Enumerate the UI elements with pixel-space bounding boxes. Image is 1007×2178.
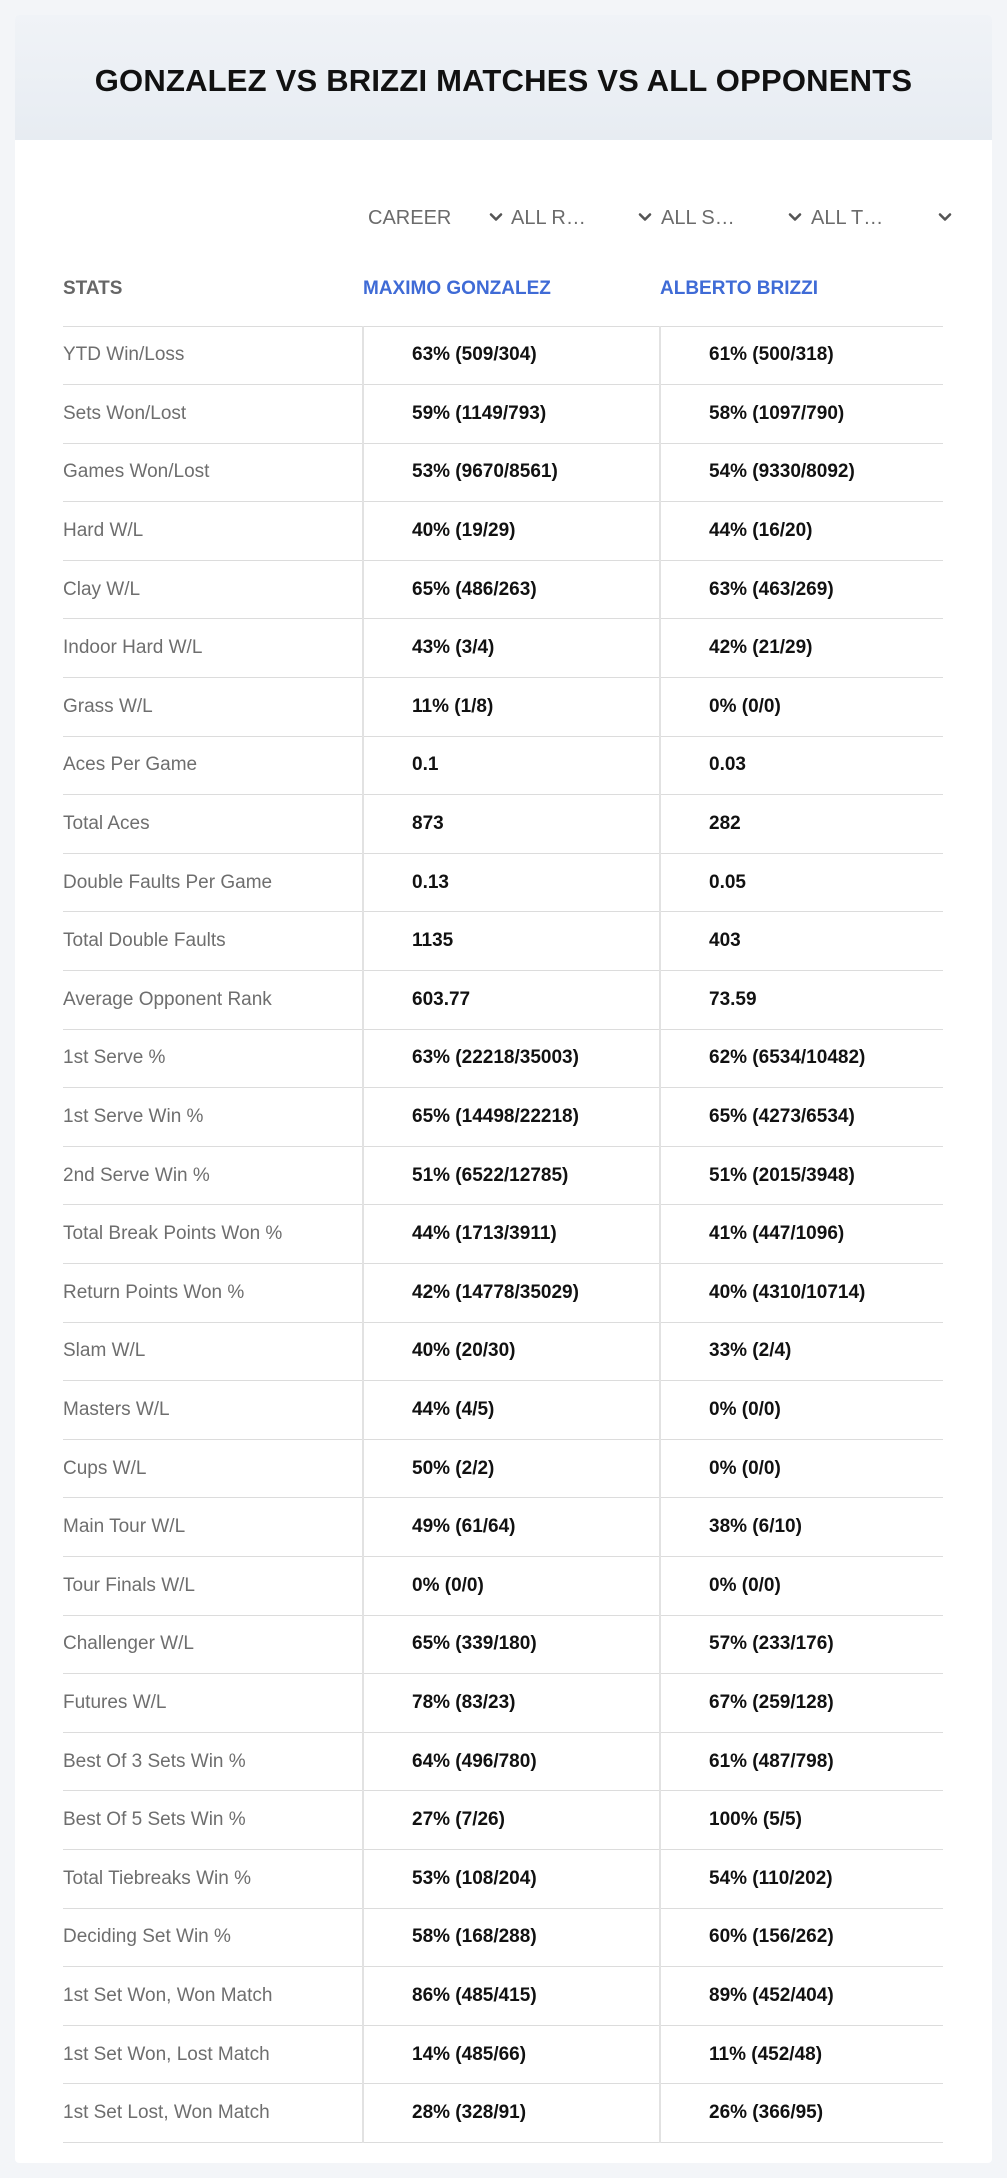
table-row xyxy=(63,1908,943,1967)
stat-label: Games Won/Lost xyxy=(63,443,363,502)
round-filter-dropdown[interactable] xyxy=(511,190,654,246)
player2-value: 65% (4273/6534) xyxy=(660,1088,943,1147)
player1-value: 53% (108/204) xyxy=(363,1849,660,1908)
player1-value: 49% (61/64) xyxy=(363,1498,660,1557)
player1-value: 27% (7/26) xyxy=(363,1791,660,1850)
filter-label: ALL T… xyxy=(811,206,884,229)
stat-label: Indoor Hard W/L xyxy=(63,619,363,678)
table-row xyxy=(63,1264,943,1323)
player2-value: 67% (259/128) xyxy=(660,1674,943,1733)
page-title: GONZALEZ VS BRIZZI MATCHES VS ALL OPPONENTS xyxy=(94,62,913,98)
player2-value: 0% (0/0) xyxy=(660,678,943,737)
player2-value: 61% (487/798) xyxy=(660,1732,943,1791)
table-row xyxy=(63,971,943,1030)
table-row xyxy=(63,1439,943,1498)
table-row xyxy=(63,1381,943,1440)
stat-label: Grass W/L xyxy=(63,678,363,737)
stat-label: Aces Per Game xyxy=(63,736,363,795)
player1-value: 44% (4/5) xyxy=(363,1381,660,1440)
player1-value: 86% (485/415) xyxy=(363,1967,660,2026)
stats-card xyxy=(15,15,992,2163)
filter-bar xyxy=(15,190,992,246)
table-row xyxy=(63,326,943,385)
player2-value: 61% (500/318) xyxy=(660,326,943,385)
player1-value: 63% (22218/35003) xyxy=(363,1029,660,1088)
chevron-down-icon xyxy=(636,208,654,226)
player1-value: 603.77 xyxy=(363,971,660,1030)
stat-label: Futures W/L xyxy=(63,1674,363,1733)
table-row xyxy=(63,1029,943,1088)
chevron-down-icon xyxy=(936,208,954,226)
career-filter-dropdown[interactable] xyxy=(368,190,505,246)
filter-label: ALL R… xyxy=(511,206,586,229)
player2-value: 38% (6/10) xyxy=(660,1498,943,1557)
player2-value: 40% (4310/10714) xyxy=(660,1264,943,1323)
table-row xyxy=(63,912,943,971)
table-row xyxy=(63,736,943,795)
player1-value: 51% (6522/12785) xyxy=(363,1146,660,1205)
table-row xyxy=(63,1674,943,1733)
player1-value: 42% (14778/35029) xyxy=(363,1264,660,1323)
player1-value: 65% (486/263) xyxy=(363,560,660,619)
table-row xyxy=(63,2084,943,2143)
player1-value: 28% (328/91) xyxy=(363,2084,660,2143)
stat-label: Total Aces xyxy=(63,795,363,854)
player1-value: 65% (339/180) xyxy=(363,1615,660,1674)
table-row xyxy=(63,1967,943,2026)
player1-value: 53% (9670/8561) xyxy=(363,443,660,502)
player1-value: 0.13 xyxy=(363,853,660,912)
player2-value: 54% (110/202) xyxy=(660,1849,943,1908)
player2-value: 403 xyxy=(660,912,943,971)
player2-value: 57% (233/176) xyxy=(660,1615,943,1674)
table-header-row xyxy=(63,253,943,326)
stats-column-header: STATS xyxy=(63,253,363,326)
player2-value: 0% (0/0) xyxy=(660,1381,943,1440)
player1-value: 64% (496/780) xyxy=(363,1732,660,1791)
filter-label: CAREER xyxy=(368,206,452,229)
player1-value: 43% (3/4) xyxy=(363,619,660,678)
stat-label: Return Points Won % xyxy=(63,1264,363,1323)
player1-value: 65% (14498/22218) xyxy=(363,1088,660,1147)
stat-label: Sets Won/Lost xyxy=(63,385,363,444)
player1-value: 40% (20/30) xyxy=(363,1322,660,1381)
table-row xyxy=(63,443,943,502)
player2-value: 0% (0/0) xyxy=(660,1556,943,1615)
player2-value: 33% (2/4) xyxy=(660,1322,943,1381)
chevron-down-icon xyxy=(786,208,804,226)
player2-value: 44% (16/20) xyxy=(660,502,943,561)
table-row xyxy=(63,1849,943,1908)
player1-value: 40% (19/29) xyxy=(363,502,660,561)
player2-value: 42% (21/29) xyxy=(660,619,943,678)
player1-value: 44% (1713/3911) xyxy=(363,1205,660,1264)
player1-value: 873 xyxy=(363,795,660,854)
stat-label: Best Of 3 Sets Win % xyxy=(63,1732,363,1791)
table-row xyxy=(63,1732,943,1791)
player2-value: 51% (2015/3948) xyxy=(660,1146,943,1205)
stat-label: 1st Set Lost, Won Match xyxy=(63,2084,363,2143)
stat-label: 1st Set Won, Lost Match xyxy=(63,2025,363,2084)
player2-value: 100% (5/5) xyxy=(660,1791,943,1850)
chevron-down-icon xyxy=(487,208,505,226)
player2-value: 282 xyxy=(660,795,943,854)
table-row xyxy=(63,1322,943,1381)
player2-value: 26% (366/95) xyxy=(660,2084,943,2143)
page-header xyxy=(15,15,992,140)
player2-value: 58% (1097/790) xyxy=(660,385,943,444)
stat-label: Hard W/L xyxy=(63,502,363,561)
player2-link[interactable]: ALBERTO BRIZZI xyxy=(660,253,943,326)
table-row xyxy=(63,385,943,444)
stat-label: Best Of 5 Sets Win % xyxy=(63,1791,363,1850)
player1-value: 0.1 xyxy=(363,736,660,795)
player2-value: 11% (452/48) xyxy=(660,2025,943,2084)
player2-value: 0.05 xyxy=(660,853,943,912)
table-row xyxy=(63,853,943,912)
stat-label: 1st Serve Win % xyxy=(63,1088,363,1147)
player1-value: 78% (83/23) xyxy=(363,1674,660,1733)
table-row xyxy=(63,1205,943,1264)
player2-value: 0% (0/0) xyxy=(660,1439,943,1498)
table-row xyxy=(63,560,943,619)
stat-label: Clay W/L xyxy=(63,560,363,619)
player2-value: 63% (463/269) xyxy=(660,560,943,619)
filter-label: ALL S… xyxy=(661,206,735,229)
player2-value: 62% (6534/10482) xyxy=(660,1029,943,1088)
player2-value: 41% (447/1096) xyxy=(660,1205,943,1264)
stat-label: Total Tiebreaks Win % xyxy=(63,1849,363,1908)
player2-value: 73.59 xyxy=(660,971,943,1030)
surface-filter-dropdown[interactable] xyxy=(661,190,804,246)
player1-value: 59% (1149/793) xyxy=(363,385,660,444)
stat-label: Tour Finals W/L xyxy=(63,1556,363,1615)
table-row xyxy=(63,2025,943,2084)
stat-label: Masters W/L xyxy=(63,1381,363,1440)
stat-label: Total Double Faults xyxy=(63,912,363,971)
stat-label: Main Tour W/L xyxy=(63,1498,363,1557)
player2-value: 54% (9330/8092) xyxy=(660,443,943,502)
stat-label: 2nd Serve Win % xyxy=(63,1146,363,1205)
stat-label: 1st Serve % xyxy=(63,1029,363,1088)
player1-value: 1135 xyxy=(363,912,660,971)
player1-link[interactable]: MAXIMO GONZALEZ xyxy=(363,253,660,326)
player1-value: 58% (168/288) xyxy=(363,1908,660,1967)
player2-value: 0.03 xyxy=(660,736,943,795)
table-row xyxy=(63,1146,943,1205)
table-row xyxy=(63,619,943,678)
table-row xyxy=(63,1498,943,1557)
table-row xyxy=(63,795,943,854)
stat-label: YTD Win/Loss xyxy=(63,326,363,385)
player1-value: 50% (2/2) xyxy=(363,1439,660,1498)
player1-value: 63% (509/304) xyxy=(363,326,660,385)
player1-value: 0% (0/0) xyxy=(363,1556,660,1615)
stat-label: Average Opponent Rank xyxy=(63,971,363,1030)
stat-label: Double Faults Per Game xyxy=(63,853,363,912)
stat-label: 1st Set Won, Won Match xyxy=(63,1967,363,2026)
stat-label: Total Break Points Won % xyxy=(63,1205,363,1264)
player2-value: 89% (452/404) xyxy=(660,1967,943,2026)
stat-label: Slam W/L xyxy=(63,1322,363,1381)
table-row xyxy=(63,1791,943,1850)
table-row xyxy=(63,1615,943,1674)
player1-value: 14% (485/66) xyxy=(363,2025,660,2084)
player2-value: 60% (156/262) xyxy=(660,1908,943,1967)
tournament-filter-dropdown[interactable] xyxy=(811,190,954,246)
table-row xyxy=(63,1088,943,1147)
stat-label: Challenger W/L xyxy=(63,1615,363,1674)
table-row xyxy=(63,1556,943,1615)
stat-label: Deciding Set Win % xyxy=(63,1908,363,1967)
table-row xyxy=(63,502,943,561)
stats-table xyxy=(63,253,943,2143)
stat-label: Cups W/L xyxy=(63,1439,363,1498)
table-row xyxy=(63,678,943,737)
player1-value: 11% (1/8) xyxy=(363,678,660,737)
